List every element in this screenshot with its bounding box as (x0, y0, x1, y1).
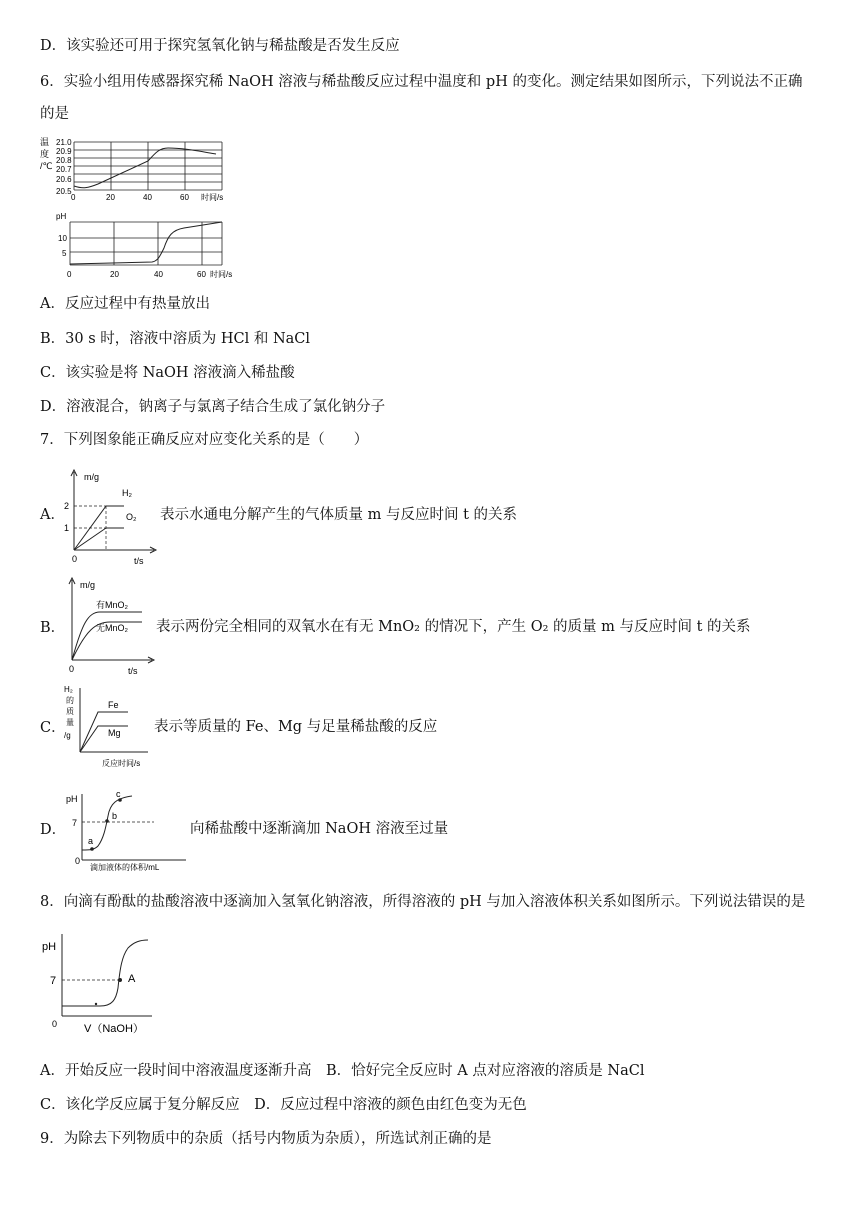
temp-ytick: 20.9 (56, 147, 72, 156)
q7b-with-label: 有MnO₂ (96, 600, 128, 610)
q7d-seven: 7 (72, 818, 78, 828)
q7b-xlabel: t/s (128, 666, 138, 676)
q8-seven: 7 (50, 975, 57, 987)
q7-d-label: D． (40, 822, 67, 838)
q6-option-a: A．反应过程中有热量放出 (40, 296, 210, 312)
q7a-xlabel: t/s (134, 556, 144, 566)
q8-xlabel: V（NaOH） (84, 1023, 144, 1035)
q7-b-chart (60, 574, 160, 678)
q8-point-a: A (128, 973, 136, 985)
ph-ytick: 5 (62, 249, 67, 258)
q7a-o2-label: O₂ (126, 512, 137, 522)
q8-ph-chart (40, 928, 160, 1038)
q6-stem-line1: 6．实验小组用传感器探究稀 NaOH 溶液与稀盐酸反应过程中温度和 pH 的变化。测定结果如图所示，下列说法不正确 (40, 74, 803, 90)
q7d-xlabel: 滴加液体的体积/mL (90, 863, 160, 872)
q7c-xlabel: 反应时间/s (102, 759, 141, 768)
q6-stem-line2: 的是 (40, 106, 69, 122)
q7-a-label: A． (40, 507, 65, 523)
temp-ylabel-1: 温 (40, 137, 50, 147)
q7b-ylabel: m/g (80, 580, 96, 590)
q7c-ylabel: 量 (66, 718, 74, 727)
q7c-ylabel: H₂ (64, 685, 73, 694)
q7c-ylabel: /g (64, 731, 71, 740)
q8-ylabel: pH (42, 941, 57, 953)
q7-a-chart (60, 466, 160, 568)
q7c-fe-label: Fe (108, 700, 119, 710)
q5-option-d: D．该实验还可用于探究氢氧化钠与稀盐酸是否发生反应 (40, 38, 400, 54)
q7-c-chart (60, 684, 160, 770)
q8-origin: 0 (52, 1019, 58, 1029)
q8-options-line2: C．该化学反应属于复分解反应 D．反应过程中溶液的颜色由红色变为无色 (40, 1097, 527, 1113)
q6-option-d: D．溶液混合，钠离子与氯离子结合生成了氯化钠分子 (40, 399, 386, 415)
temp-ytick: 20.5 (56, 187, 72, 196)
q7c-mg-label: Mg (108, 728, 121, 738)
temp-ylabel-2: 度 (40, 149, 50, 159)
q7a-y2: 2 (64, 501, 70, 511)
q7b-without-label: 无MnO₂ (96, 623, 128, 633)
q7b-origin: 0 (69, 664, 75, 674)
q7a-origin: 0 (72, 554, 78, 564)
temp-xtick: 40 (143, 193, 152, 202)
temp-ytick: 20.6 (56, 175, 72, 184)
ph-ytick: 10 (58, 234, 67, 243)
q7c-ylabel: 的 (66, 696, 74, 705)
q7-d-chart (62, 786, 192, 876)
curve-with-mno2 (72, 612, 142, 660)
q7d-ylabel: pH (66, 794, 78, 804)
q7c-ylabel: 质 (66, 707, 74, 716)
temp-ytick: 21.0 (56, 138, 72, 147)
temp-ylabel-3: /℃ (40, 161, 53, 171)
q8-options-line1: A．开始反应一段时间中溶液温度逐渐升高 B．恰好完全反应时 A 点对应溶液的溶质是 NaCl (40, 1063, 645, 1079)
q6-temperature-chart (38, 134, 238, 204)
ph-xtick: 60 (197, 270, 206, 279)
ph-xtick: 40 (154, 270, 163, 279)
q7d-point-b: b (112, 811, 118, 821)
q6-option-c: C．该实验是将 NaOH 溶液滴入稀盐酸 (40, 365, 295, 381)
q7-c-description: 表示等质量的 Fe、Mg 与足量稀盐酸的反应 (154, 719, 438, 735)
q7a-ylabel: m/g (84, 472, 100, 482)
temp-xlabel: 时间/s (201, 193, 224, 202)
q8-stem: 8．向滴有酚酞的盐酸溶液中逐滴加入氢氧化钠溶液，所得溶液的 pH 与加入溶液体积关系如图所示。下列说法错误的是 (40, 894, 806, 910)
mg-line (80, 726, 128, 752)
ph-curve (70, 222, 222, 264)
q7-stem: 7．下列图象能正确反应对应变化关系的是（ ） (40, 432, 369, 448)
q7-b-description: 表示两份完全相同的双氧水在有无 MnO₂ 的情况下，产生 O₂ 的质量 m 与反应时间 t 的关系 (156, 619, 751, 635)
ph-xtick: 0 (67, 270, 72, 279)
q7d-point-a: a (88, 836, 94, 846)
temp-xtick: 60 (180, 193, 189, 202)
fe-line (80, 712, 128, 752)
ph-ylabel: pH (56, 212, 67, 221)
q7-b-label: B． (40, 620, 66, 636)
q7-c-label: C． (40, 720, 66, 736)
q9-stem: 9．为除去下列物质中的杂质（括号内物质为杂质），所选试剂正确的是 (40, 1131, 492, 1147)
ph-xtick: 20 (110, 270, 119, 279)
temp-ytick: 20.7 (56, 165, 72, 174)
temp-xtick: 20 (106, 193, 115, 202)
q7d-origin: 0 (75, 856, 81, 866)
temp-ytick: 20.8 (56, 156, 72, 165)
q7-d-description: 向稀盐酸中逐渐滴加 NaOH 溶液至过量 (190, 821, 449, 837)
q6-option-b: B．30 s 时，溶液中溶质为 HCl 和 NaCl (40, 331, 311, 347)
q6-ph-chart (52, 210, 242, 282)
q7a-h2-label: H₂ (122, 488, 132, 498)
ph-xlabel: 时间/s (210, 270, 233, 279)
temp-xtick: 0 (71, 193, 76, 202)
q7-a-description: 表示水通电分解产生的气体质量 m 与反应时间 t 的关系 (160, 507, 518, 523)
q7d-point-c: c (116, 789, 121, 799)
q7a-y1: 1 (64, 523, 70, 533)
